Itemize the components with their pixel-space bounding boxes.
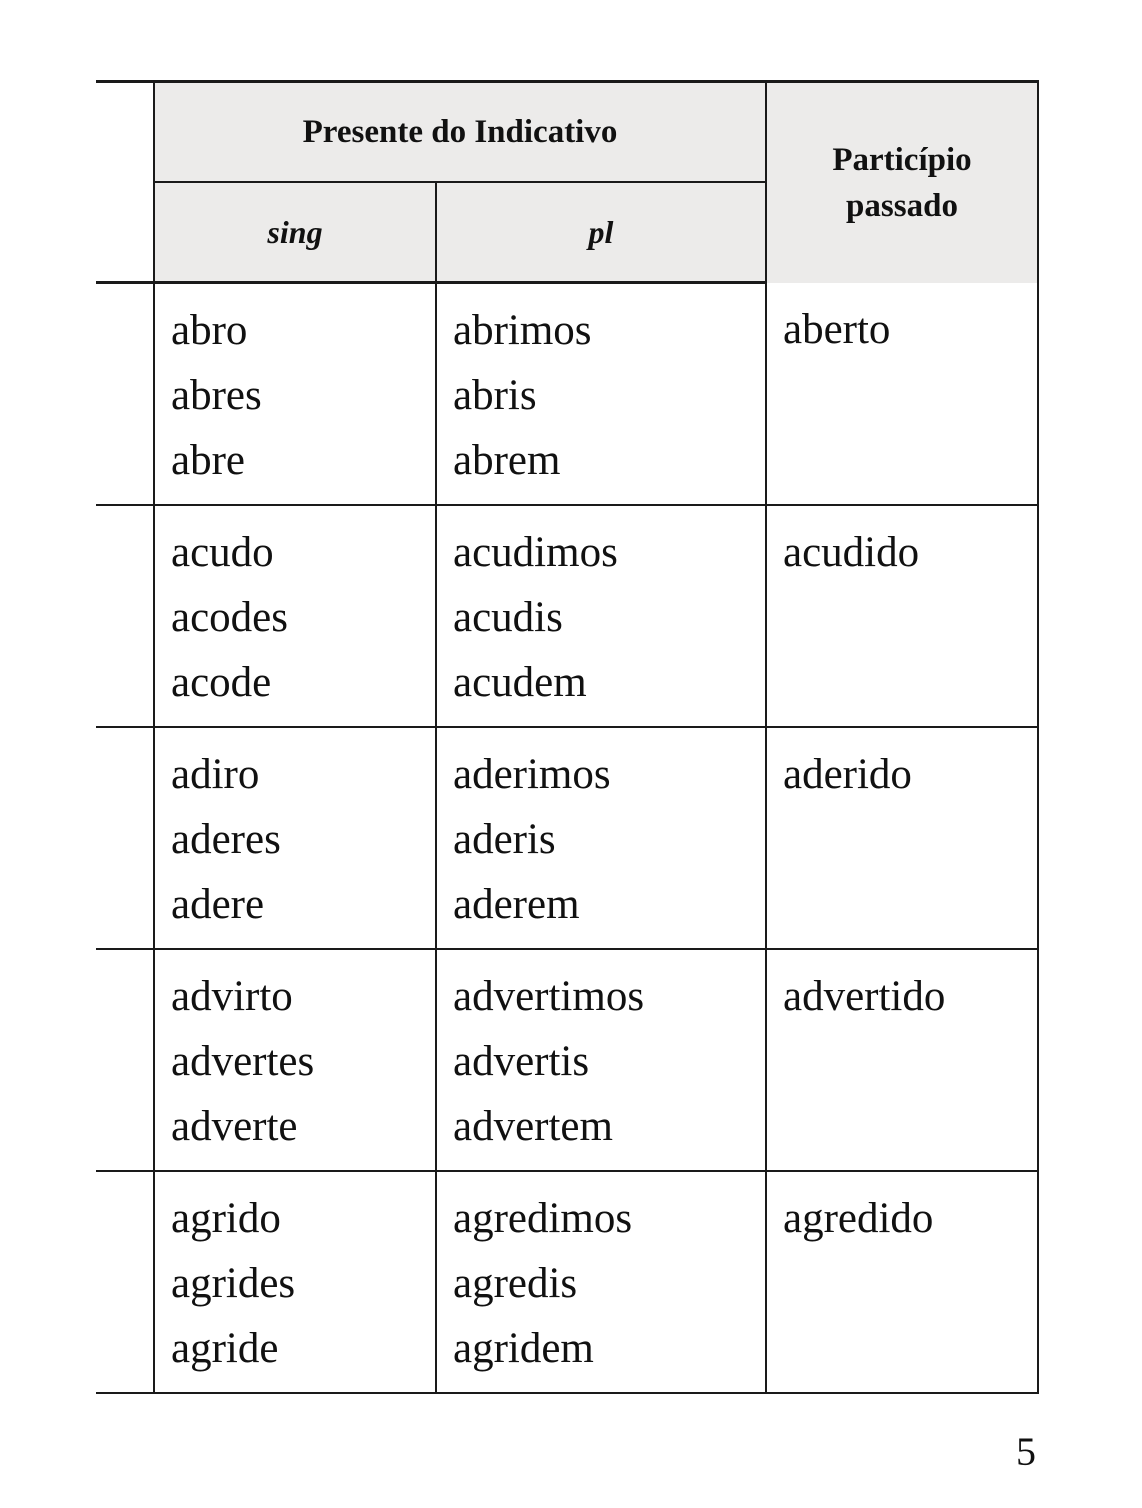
blank-margin-cell bbox=[96, 182, 154, 283]
sing-cell bbox=[154, 727, 436, 949]
conjugation-table bbox=[96, 80, 1039, 1394]
pl-cell bbox=[436, 283, 766, 506]
pl-form: agredis bbox=[453, 1260, 578, 1307]
verb-row-2 bbox=[96, 727, 1038, 949]
sing-form: acode bbox=[171, 659, 272, 706]
pl-form: advertis bbox=[453, 1038, 590, 1085]
header-presente-indicativo: Presente do Indicativo bbox=[154, 82, 766, 183]
pl-form: acudimos bbox=[453, 529, 618, 576]
header-participio-line1: Particípio bbox=[832, 141, 972, 178]
sing-cell bbox=[154, 505, 436, 727]
verb-row-4 bbox=[96, 1171, 1038, 1393]
participle-form: agredido bbox=[783, 1195, 934, 1242]
sing-form: agride bbox=[171, 1325, 279, 1372]
sing-cell bbox=[154, 1171, 436, 1393]
pl-form: advertem bbox=[453, 1103, 613, 1150]
pl-form: advertimos bbox=[453, 973, 645, 1020]
sing-form: adiro bbox=[171, 751, 260, 798]
pl-cell bbox=[436, 727, 766, 949]
verb-row-1 bbox=[96, 505, 1038, 727]
sing-form: agrido bbox=[171, 1195, 281, 1242]
header-sing: sing bbox=[154, 182, 436, 283]
blank-margin-cell bbox=[96, 505, 154, 727]
sing-cell bbox=[154, 283, 436, 506]
verb-row-3 bbox=[96, 949, 1038, 1171]
sing-form: acudo bbox=[171, 529, 274, 576]
sing-form: abres bbox=[171, 372, 262, 419]
header-pl: pl bbox=[436, 182, 766, 283]
blank-margin-cell bbox=[96, 82, 154, 183]
blank-margin-cell bbox=[96, 1171, 154, 1393]
sing-form: acodes bbox=[171, 594, 288, 641]
participle-form: advertido bbox=[783, 973, 946, 1020]
pl-cell bbox=[436, 949, 766, 1171]
sing-cell bbox=[154, 949, 436, 1171]
participle-cell bbox=[766, 1171, 1038, 1393]
pl-form: acudem bbox=[453, 659, 587, 706]
sing-form: abro bbox=[171, 307, 248, 354]
sing-form: agrides bbox=[171, 1260, 296, 1307]
participle-form: aberto bbox=[783, 305, 891, 353]
participle-cell bbox=[766, 505, 1038, 727]
blank-margin-cell bbox=[96, 283, 154, 506]
blank-margin-cell bbox=[96, 949, 154, 1171]
pl-cell bbox=[436, 1171, 766, 1393]
participle-cell bbox=[766, 283, 1038, 506]
blank-margin-cell bbox=[96, 727, 154, 949]
sing-form: advirto bbox=[171, 973, 293, 1020]
header-participio-line2: passado bbox=[846, 187, 958, 224]
participle-form: aderido bbox=[783, 751, 912, 798]
sing-form: aderes bbox=[171, 816, 281, 863]
pl-form: abris bbox=[453, 372, 537, 419]
sing-form: adverte bbox=[171, 1103, 298, 1150]
page-number: 5 bbox=[1016, 1429, 1036, 1474]
pl-cell bbox=[436, 505, 766, 727]
pl-form: abrem bbox=[453, 437, 561, 484]
header-participio-passado bbox=[766, 82, 1038, 283]
pl-form: acudis bbox=[453, 594, 563, 641]
pl-form: aderis bbox=[453, 816, 556, 863]
participle-cell bbox=[766, 727, 1038, 949]
pl-form: agridem bbox=[453, 1325, 594, 1372]
pl-form: aderimos bbox=[453, 751, 611, 798]
sing-form: adere bbox=[171, 881, 265, 928]
participle-cell bbox=[766, 949, 1038, 1171]
verb-row-0 bbox=[96, 283, 1038, 506]
participle-form: acudido bbox=[783, 529, 920, 576]
pl-form: agredimos bbox=[453, 1195, 633, 1242]
sing-form: abre bbox=[171, 437, 245, 484]
pl-form: aderem bbox=[453, 881, 580, 928]
sing-form: advertes bbox=[171, 1038, 315, 1085]
pl-form: abrimos bbox=[453, 307, 592, 354]
